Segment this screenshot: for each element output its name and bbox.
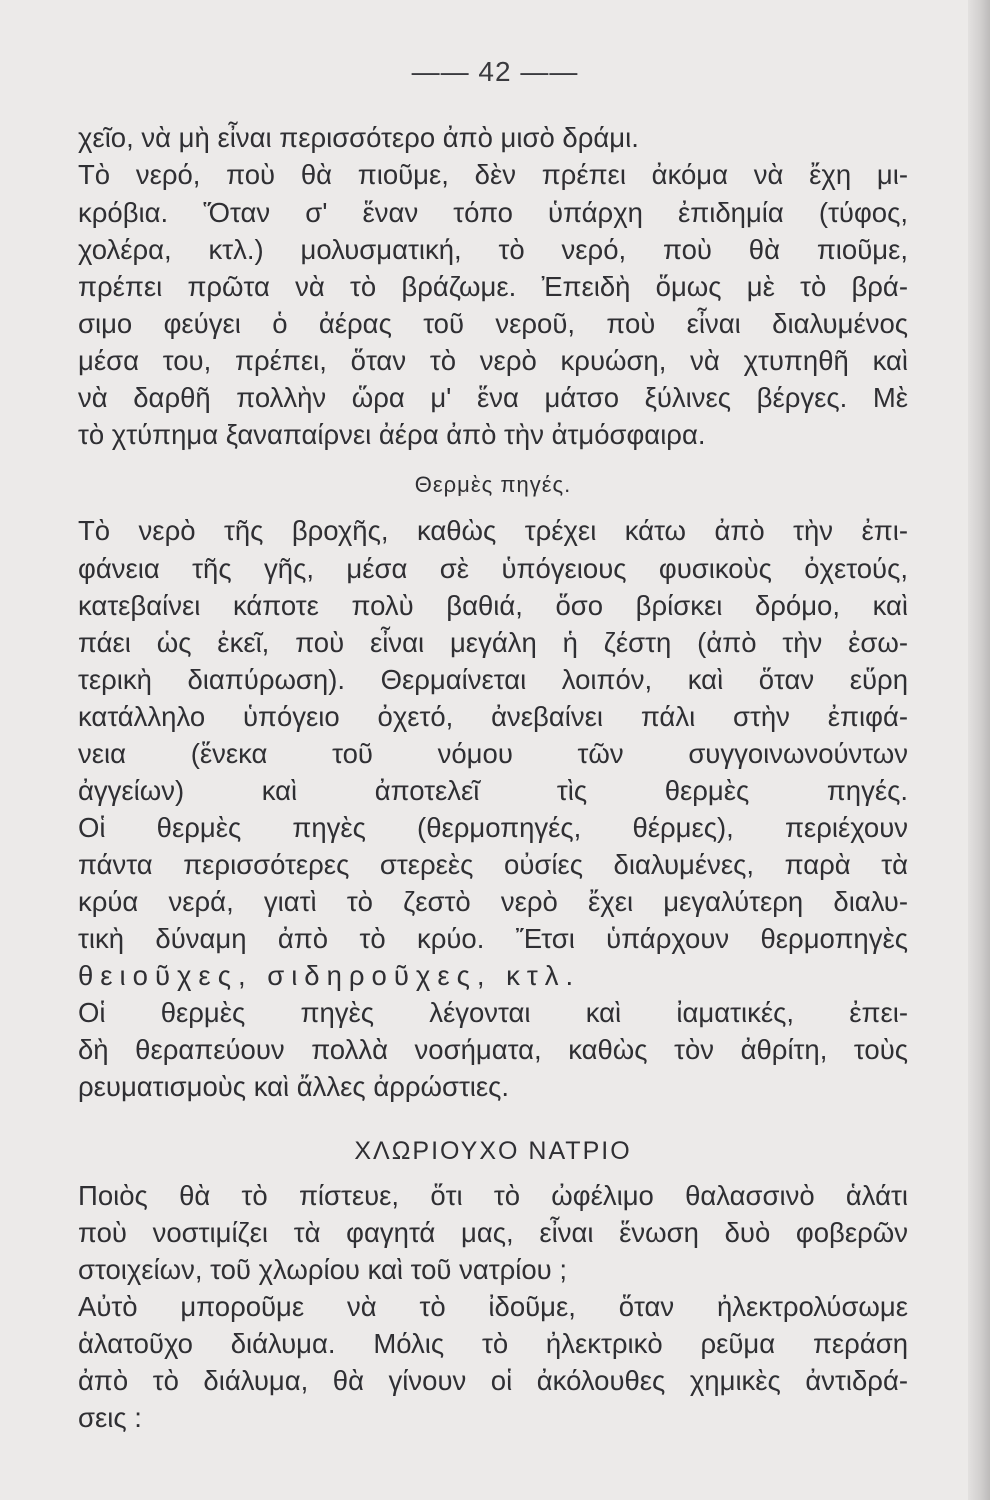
text-line: δὴ θεραπεύουν πολλὰ νοσήματα, καθὼς τὸν ἀθρίτη, τοὺς bbox=[78, 1034, 908, 1065]
text-line: κατάλληλο ὑπόγειο ὀχετό, ἀνεβαίνει πάλι στὴν ἐπιφά- bbox=[78, 701, 908, 732]
text-line: χεῖο, νὰ μὴ εἶναι περισσότερο ἀπὸ μισὸ δράμι. bbox=[78, 122, 639, 153]
text-line: φάνεια τῆς γῆς, μέσα σὲ ὑπόγειους φυσικοὺς ὀχετούς, bbox=[78, 553, 908, 584]
text-line: ποὺ νοστιμίζει τὰ φαγητά μας, εἶναι ἕνωση δυὸ φοβερῶν bbox=[78, 1217, 908, 1248]
text-line: ἀπὸ τὸ διάλυμα, θὰ γίνουν οἱ ἀκόλουθες χημικὲς ἀντιδρά- bbox=[78, 1365, 908, 1396]
text-line: κρύα νερά, γιατὶ τὸ ζεστὸ νερὸ ἔχει μεγαλύτερη διαλυ- bbox=[78, 886, 908, 917]
text-line: πάει ὡς ἐκεῖ, ποὺ εἶναι μεγάλη ἡ ζέστη (ἀπὸ τὴν ἐσω- bbox=[78, 627, 908, 658]
section-heading: Θερμὲς πηγές. bbox=[414, 472, 572, 497]
text-line: Οἱ θερμὲς πηγὲς (θερμοπηγές, θέρμες), περιέχουν bbox=[78, 812, 908, 843]
text-line: τερικὴ διαπύρωση). Θερμαίνεται λοιπόν, καὶ ὅταν εὕρη bbox=[78, 664, 908, 695]
body-text bbox=[78, 110, 908, 1470]
text-line: σεις : bbox=[78, 1402, 142, 1433]
text-line: τὸ χτύπημα ξαναπαίρνει ἀέρα ἀπὸ τὴν ἀτμόσφαιρα. bbox=[78, 419, 706, 450]
page-number: —— 42 —— bbox=[411, 56, 579, 87]
text-line: ρευματισμοὺς καὶ ἄλλες ἀρρώστιες. bbox=[78, 1071, 510, 1102]
text-line: κρόβια. Ὅταν σ' ἕναν τόπο ὑπάρχη ἐπιδημία (τύφος, bbox=[78, 197, 908, 228]
text-line: μέσα του, πρέπει, ὅταν τὸ νερὸ κρυώση, νὰ χτυπηθῆ καὶ bbox=[78, 345, 908, 376]
text-line: θειοῦχες, σιδηροῦχες, κτλ. bbox=[78, 960, 581, 991]
text-line: Οἱ θερμὲς πηγὲς λέγονται καὶ ἰαματικές, ἐπει- bbox=[78, 997, 908, 1028]
text-line: τικὴ δύναμη ἀπὸ τὸ κρύο. Ἔτσι ὑπάρχουν θερμοπηγὲς bbox=[78, 923, 908, 954]
page-edge-shadow bbox=[968, 0, 990, 1500]
text-line: σιμο φεύγει ὁ ἀέρας τοῦ νεροῦ, ποὺ εἶναι διαλυμένος bbox=[78, 308, 908, 339]
text-line: πρέπει πρῶτα νὰ τὸ βράζωμε. Ἐπειδὴ ὅμως μὲ τὸ βρά- bbox=[78, 271, 908, 302]
chapter-heading: ΧΛΩΡΙΟΥΧΟ ΝΑΤΡΙΟ bbox=[354, 1137, 632, 1165]
text-line: ἀγγείων) καὶ ἀποτελεῖ τὶς θερμὲς πηγές. bbox=[78, 775, 908, 806]
text-line: νεια (ἕνεκα τοῦ νόμου τῶν συγγοινωνούντων bbox=[78, 738, 908, 769]
text-line: νὰ δαρθῆ πολλὴν ὥρα μ' ἕνα μάτσο ξύλινες βέργες. Μὲ bbox=[78, 382, 908, 413]
text-line: χολέρα, κτλ.) μολυσματική, τὸ νερό, ποὺ θὰ πιοῦμε, bbox=[78, 234, 908, 265]
text-line: ἁλατοῦχο διάλυμα. Μόλις τὸ ἠλεκτρικὸ ρεῦμα περάση bbox=[78, 1328, 908, 1359]
text-line: Τὸ νερὸ τῆς βροχῆς, καθὼς τρέχει κάτω ἀπὸ τὴν ἐπι- bbox=[78, 515, 908, 546]
text-line: Αὐτὸ μποροῦμε νὰ τὸ ἰδοῦμε, ὅταν ἠλεκτρολύσωμε bbox=[78, 1291, 908, 1322]
text-line: στοιχείων, τοῦ χλωρίου καὶ τοῦ νατρίου ; bbox=[78, 1254, 567, 1285]
text-line: Τὸ νερό, ποὺ θὰ πιοῦμε, δὲν πρέπει ἀκόμα νὰ ἔχη μι- bbox=[78, 159, 908, 190]
text-line: πάντα περισσότερες στερεὲς οὐσίες διαλυμένες, παρὰ τὰ bbox=[78, 849, 908, 880]
text-line: Ποιὸς θὰ τὸ πίστευε, ὅτι τὸ ὠφέλιμο θαλασσινὸ ἁλάτι bbox=[78, 1180, 908, 1211]
text-line: κατεβαίνει κάποτε πολὺ βαθιά, ὅσο βρίσκει δρόμο, καὶ bbox=[78, 590, 908, 621]
